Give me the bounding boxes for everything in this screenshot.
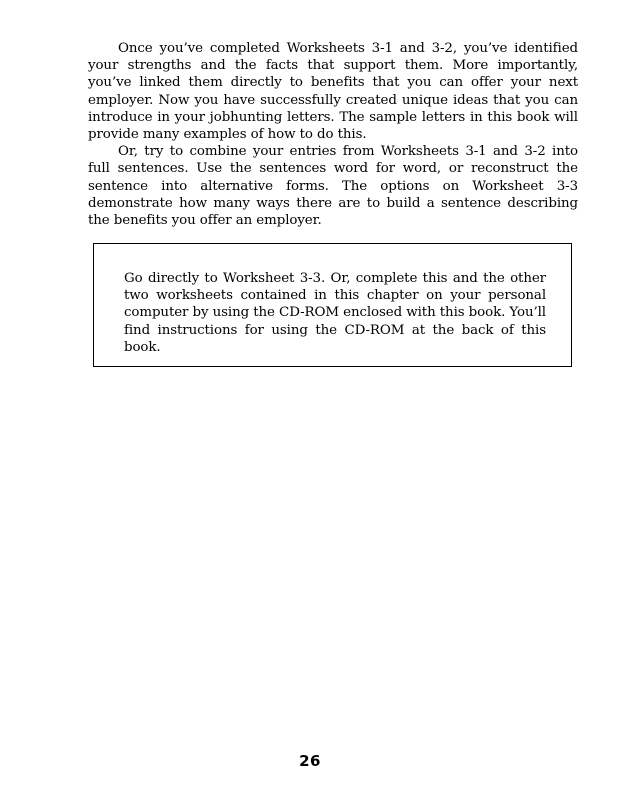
cd-rom-note-box (93, 243, 572, 367)
body-paragraph-2: Or, try to combine your entries from Worksheets 3-1 and 3-2 into full sentences. Use the sentences word for word, or reconstruct the sentence into alternative forms. The options on Worksheet 3-3 demonstrate how many ways there are to build a sentence describing the benefits you offer an employer. (88, 144, 578, 229)
body-paragraph-1: Once you’ve completed Worksheets 3-1 and 3-2, you’ve identified your strengths and the facts that support them. More importantly, you’ve linked them directly to benefits that you can offer your next employer. Now you have successfully created unique ideas that you can introduce in your jobhunting letters. The sample letters in this book will provide many examples of how to do this. (88, 41, 578, 143)
page-number: 26 (299, 752, 321, 770)
note-text: Go directly to Worksheet 3-3. Or, complete this and the other two worksheets contained in this chapter on your personal computer by using the CD-ROM enclosed with this book. You’ll find instructions for using the CD-ROM at the back of this book. (124, 271, 546, 355)
body-text (88, 40, 578, 229)
